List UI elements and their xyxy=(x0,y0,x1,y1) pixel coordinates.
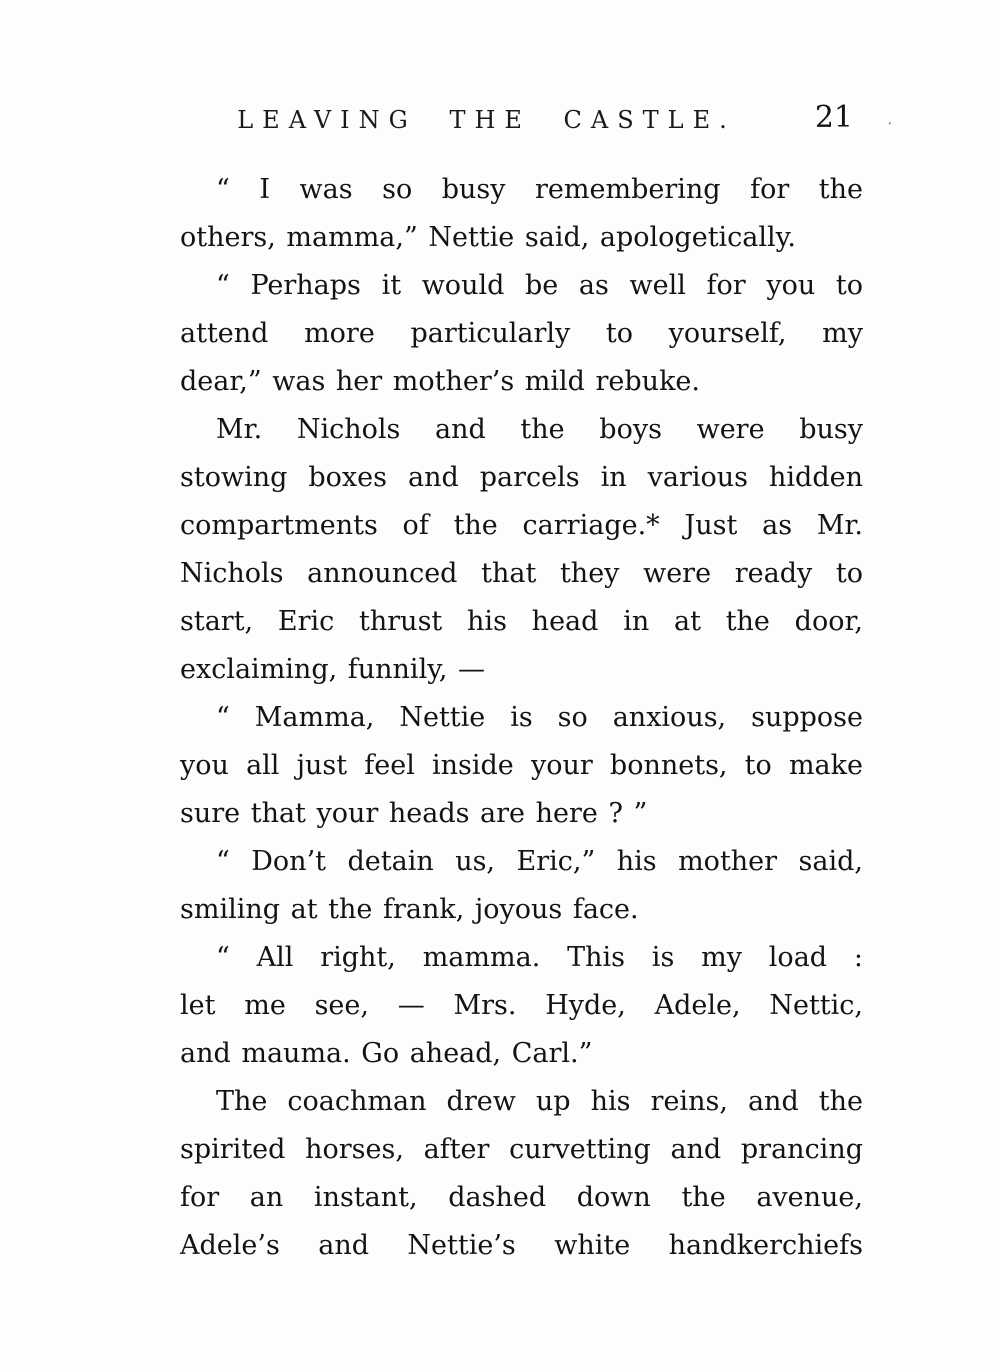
text-block xyxy=(180,166,863,1270)
text-line: and mauma. Go ahead, Carl.” xyxy=(180,1038,593,1069)
text-line: exclaiming, funnily, — xyxy=(180,654,486,685)
text-line: “ I was so busy remembering for the xyxy=(216,174,863,205)
text-line: you all just feel inside your bonnets, to make xyxy=(180,750,863,781)
text-line: stowing boxes and parcels in various hidden xyxy=(180,462,863,493)
page-number: 21 xyxy=(814,100,853,135)
text-line: Nichols announced that they were ready to xyxy=(180,558,863,589)
text-line: smiling at the frank, joyous face. xyxy=(180,894,639,925)
text-line: sure that your heads are here ? ” xyxy=(180,798,648,829)
text-line: for an instant, dashed down the avenue, xyxy=(180,1182,863,1213)
text-line: “ Perhaps it would be as well for you to xyxy=(216,270,863,301)
text-line: “ Don’t detain us, Eric,” his mother said, xyxy=(216,846,863,877)
text-line: Mr. Nichols and the boys were busy xyxy=(216,414,863,445)
text-line: spirited horses, after curvetting and prancing xyxy=(180,1134,863,1165)
text-line: “ All right, mamma. This is my load : xyxy=(216,942,863,973)
text-line: “ Mamma, Nettie is so anxious, suppose xyxy=(216,702,863,733)
text-line: let me see, — Mrs. Hyde, Adele, Nettic, xyxy=(180,990,863,1021)
chapter-title: LEAVING THE CASTLE. xyxy=(237,106,736,134)
text-line: compartments of the carriage.* Just as Mr. xyxy=(180,510,863,541)
text-line: attend more particularly to yourself, my xyxy=(180,318,863,349)
text-line: dear,” was her mother’s mild rebuke. xyxy=(180,366,700,397)
stray-mark: . xyxy=(884,110,900,129)
text-line: others, mamma,” Nettie said, apologetically. xyxy=(180,222,796,253)
text-line: The coachman drew up his reins, and the xyxy=(216,1086,863,1117)
text-line: Adele’s and Nettie’s white handkerchiefs xyxy=(180,1230,863,1261)
text-line: start, Eric thrust his head in at the door, xyxy=(180,606,863,637)
running-head xyxy=(180,100,900,142)
